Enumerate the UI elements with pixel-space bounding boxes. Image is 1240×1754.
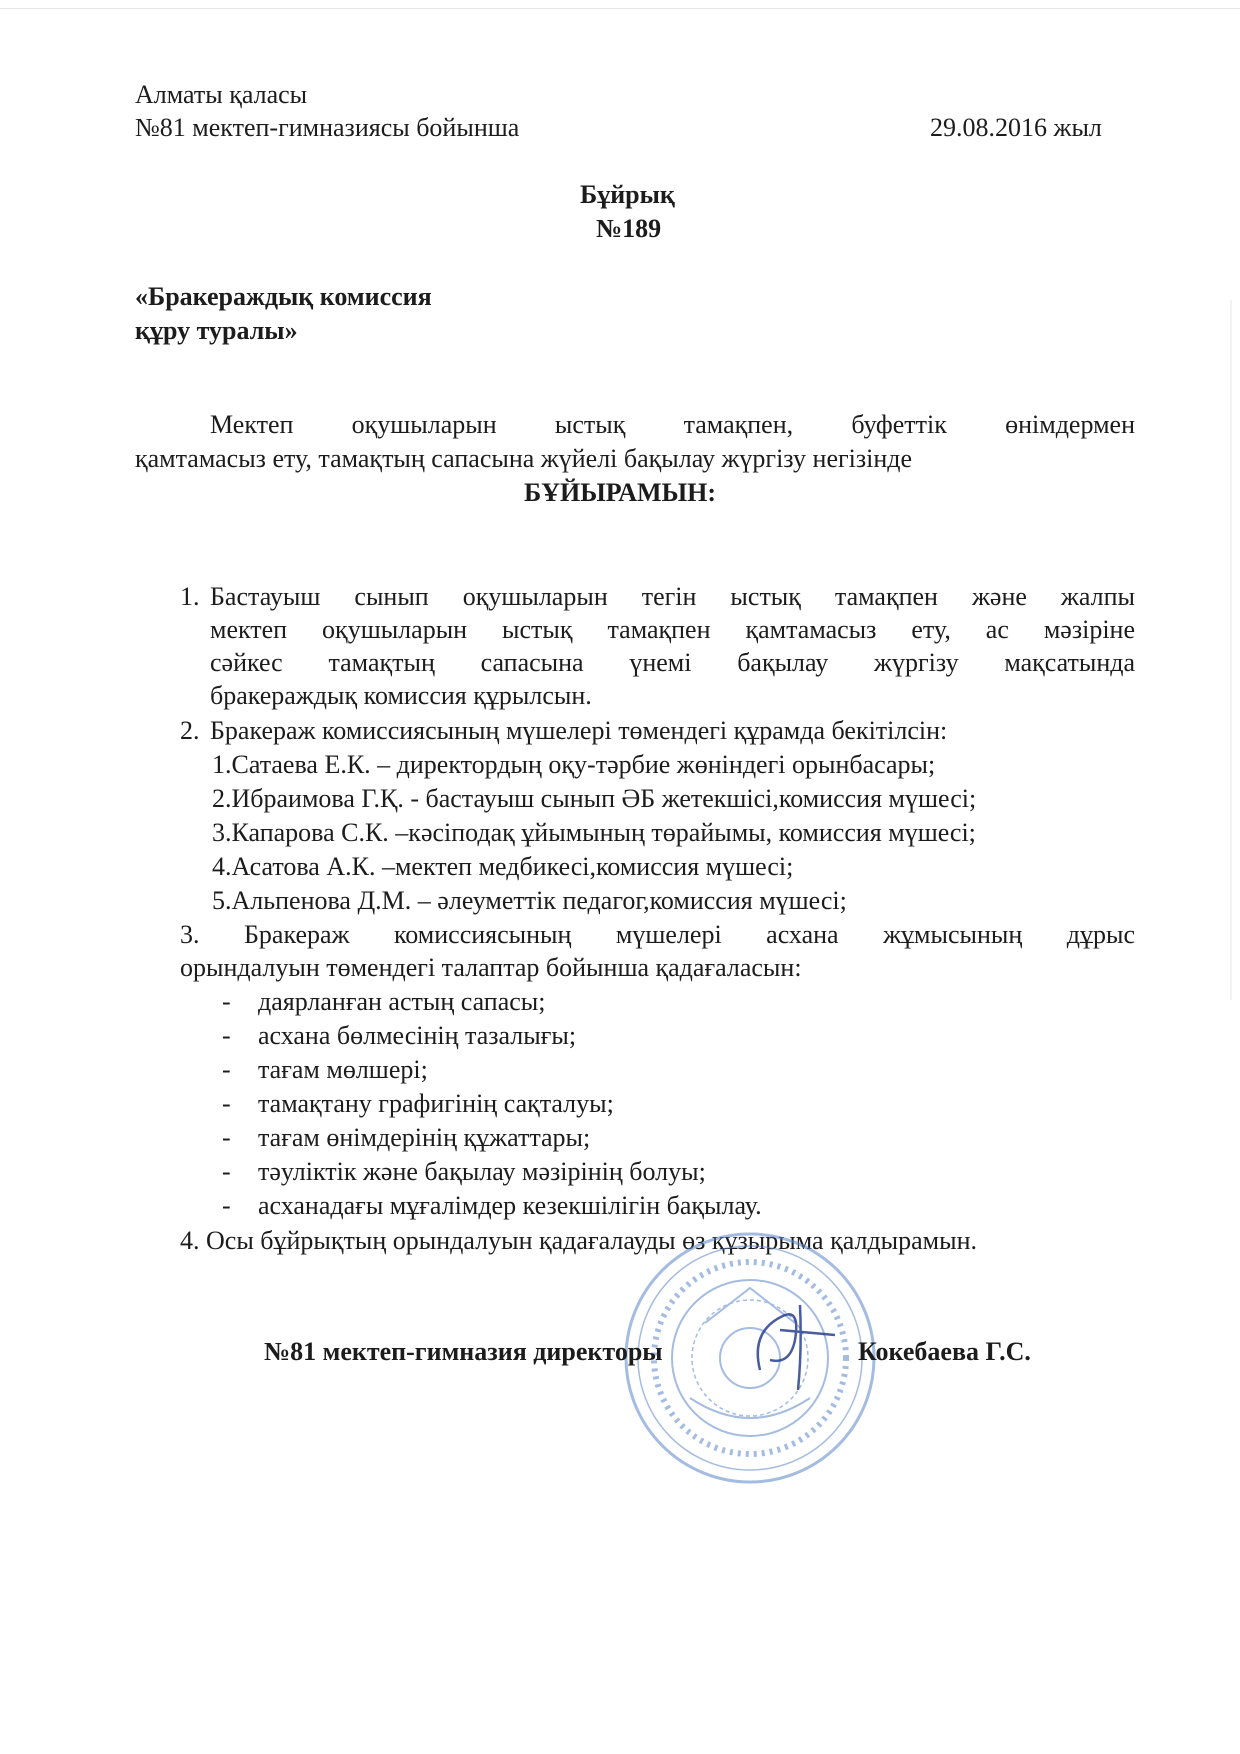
signatory-position: №81 мектеп-гимназия директоры xyxy=(264,1337,663,1366)
header-school: №81 мектеп-гимназиясы бойынша xyxy=(135,113,520,142)
dash-bullet: - xyxy=(222,1191,231,1220)
scan-shadow xyxy=(1230,300,1232,1000)
dash-bullet: - xyxy=(222,1089,231,1118)
item-1-number: 1. xyxy=(180,582,200,611)
command-heading: БҰЙЫРАМЫН: xyxy=(524,478,717,507)
preamble-line-1: Мектеп оқушыларын ыстық тамақпен, буфеттік өнімдермен xyxy=(210,410,1135,439)
dash-bullet: - xyxy=(222,1123,231,1152)
item-1-line-1: Бастауыш сынып оқушыларын тегін ыстық тамақпен және жалпы xyxy=(210,582,1135,611)
member-item: 2.Ибраимова Г.Қ. - бастауыш сынып ӘБ жетекшісі,комиссия мүшесі; xyxy=(212,784,977,813)
requirement-item: тағам өнімдерінің құжаттары; xyxy=(258,1123,591,1152)
item-3-line-2: орындалуын төмендегі талаптар бойынша қадағаласын: xyxy=(180,953,802,982)
requirement-item: асханадағы мұғалімдер кезекшілігін бақылау. xyxy=(258,1191,762,1220)
subject-line-2: құру туралы» xyxy=(135,316,298,345)
requirement-item: тамақтану графигінің сақталуы; xyxy=(258,1089,614,1118)
requirement-item: даярланған астың сапасы; xyxy=(258,987,546,1016)
header-date: 29.08.2016 жыл xyxy=(930,113,1102,142)
item-1-line-3: сәйкес тамақтың сапасына үнемі бақылау жүргізу мақсатында xyxy=(210,648,1135,677)
preamble-line-2: қамтамасыз ету, тамақтың сапасына жүйелі бақылау жүргізу негізінде xyxy=(135,444,913,473)
member-item: 5.Альпенова Д.М. – әлеуметтік педагог,комиссия мүшесі; xyxy=(212,886,847,915)
item-3-line-1: 3. Бракераж комиссиясының мүшелері асхана жұмысының дұрыс xyxy=(180,920,1135,949)
item-1-line-4: бракераждық комиссия құрылсын. xyxy=(210,681,592,710)
header-city: Алматы қаласы xyxy=(135,80,308,109)
signature-icon xyxy=(740,1290,850,1400)
member-item: 3.Капарова С.К. –кәсіподақ ұйымының төрайымы, комиссия мүшесі; xyxy=(212,818,976,847)
signatory-name: Кокебаева Г.С. xyxy=(858,1337,1031,1366)
order-number: №189 xyxy=(596,214,662,243)
dash-bullet: - xyxy=(222,987,231,1016)
requirement-item: асхана бөлмесінің тазалығы; xyxy=(258,1021,577,1050)
order-title: Бұйрық xyxy=(580,180,675,209)
dash-bullet: - xyxy=(222,1157,231,1186)
member-item: 1.Сатаева Е.К. – директордың оқу-тәрбие жөніндегі орынбасары; xyxy=(212,750,936,779)
requirement-item: тағам мөлшері; xyxy=(258,1055,428,1084)
item-4-text: 4. Осы бұйрықтың орындалуын қадағалауды өз құзырыма қалдырамын. xyxy=(180,1226,978,1255)
item-1-line-2: мектеп оқушыларын ыстық тамақпен қамтамасыз ету, ас мәзіріне xyxy=(210,615,1135,644)
scan-edge-line xyxy=(0,8,1240,9)
item-2-number: 2. xyxy=(180,716,200,745)
subject-line-1: «Бракераждық комиссия xyxy=(135,282,432,311)
member-item: 4.Асатова А.К. –мектеп медбикесі,комиссия мүшесі; xyxy=(212,852,794,881)
dash-bullet: - xyxy=(222,1021,231,1050)
dash-bullet: - xyxy=(222,1055,231,1084)
item-2-intro: Бракераж комиссиясының мүшелері төмендегі құрамда бекітілсін: xyxy=(210,716,948,745)
requirement-item: тәуліктік және бақылау мәзірінің болуы; xyxy=(258,1157,706,1186)
